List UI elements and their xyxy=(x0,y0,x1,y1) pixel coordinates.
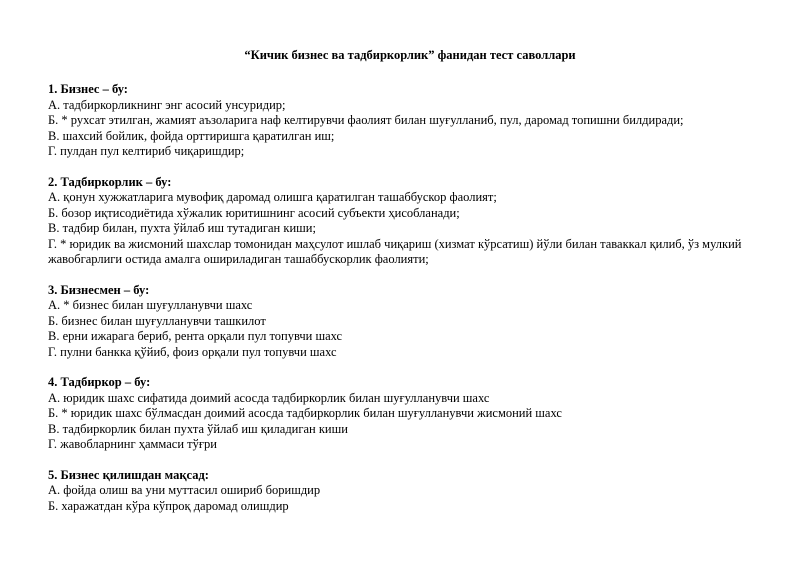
question-3 xyxy=(48,283,768,361)
answer-option: Б. бозор иқтисодиётида хўжалик юритишнинг асосий субъекти ҳисобланади; xyxy=(48,205,460,220)
answer-option: Б. * юридик шахс бўлмасдан доимий асосда тадбиркорлик билан шуғулланувчи жисмоний шахс xyxy=(48,406,562,420)
answer-option: В. ерни ижарага бериб, рента орқали пул топувчи шахс xyxy=(48,329,343,343)
answer-option: А. тадбиркорликнинг энг асосий унсуридир; xyxy=(48,97,286,112)
answer-option: В. тадбир билан, пухта ўйлаб иш тутадиган киши; xyxy=(48,221,316,235)
question-title: 3. Бизнесмен – бу: xyxy=(48,282,150,297)
document-title: “Кичик бизнес ва тадбиркорлик” фанидан тест саволлари xyxy=(244,48,576,62)
document-page xyxy=(48,48,768,529)
answer-option: Г. жавобларнинг ҳаммаси тўғри xyxy=(48,437,217,451)
question-1 xyxy=(48,82,768,160)
answer-option: Б. бизнес билан шуғулланувчи ташкилот xyxy=(48,313,266,328)
question-title: 4. Тадбиркор – бу: xyxy=(48,375,151,389)
question-5 xyxy=(48,468,768,515)
answer-option: А. фойда олиш ва уни муттасил ошириб боришдир xyxy=(48,483,321,497)
question-title: 2. Тадбиркорлик – бу: xyxy=(48,174,172,189)
answer-option: Б. харажатдан кўра кўпроқ даромад олишдир xyxy=(48,498,289,513)
answer-option: Г. * юридик ва жисмоний шахслар томонидан маҳсулот ишлаб чиқариш (хизмат кўрсатиш) йўли билан таваккал қилиб, ўз мулкий жавобгарлиги остида амалга ошириладиган ташаббускорлик фаолияти; xyxy=(48,236,742,266)
answer-option: А. юридик шахс сифатида доимий асосда тадбиркорлик билан шуғулланувчи шахс xyxy=(48,390,490,405)
question-2 xyxy=(48,175,768,268)
question-4 xyxy=(48,375,768,453)
answer-option: Б. * рухсат этилган, жамият аъзоларига наф келтирувчи фаолият билан шуғулланиб, пул, даромад топишни билдиради; xyxy=(48,113,684,127)
answer-option: Г. пулдан пул келтириб чиқаришдир; xyxy=(48,144,245,158)
answer-option: А. * бизнес билан шуғулланувчи шахс xyxy=(48,298,253,312)
answer-option: В. шахсий бойлик, фойда орттиришга қаратилган иш; xyxy=(48,128,335,143)
question-title: 1. Бизнес – бу: xyxy=(48,82,128,96)
answer-option: В. тадбиркорлик билан пухта ўйлаб иш қиладиган киши xyxy=(48,421,348,436)
answer-option: А. қонун хужжатларига мувофиқ даромад олишга қаратилган ташаббускор фаолият; xyxy=(48,190,497,204)
question-title: 5. Бизнес қилишдан мақсад: xyxy=(48,467,209,482)
answer-option: Г. пулни банкка қўйиб, фоиз орқали пул топувчи шахс xyxy=(48,344,337,359)
